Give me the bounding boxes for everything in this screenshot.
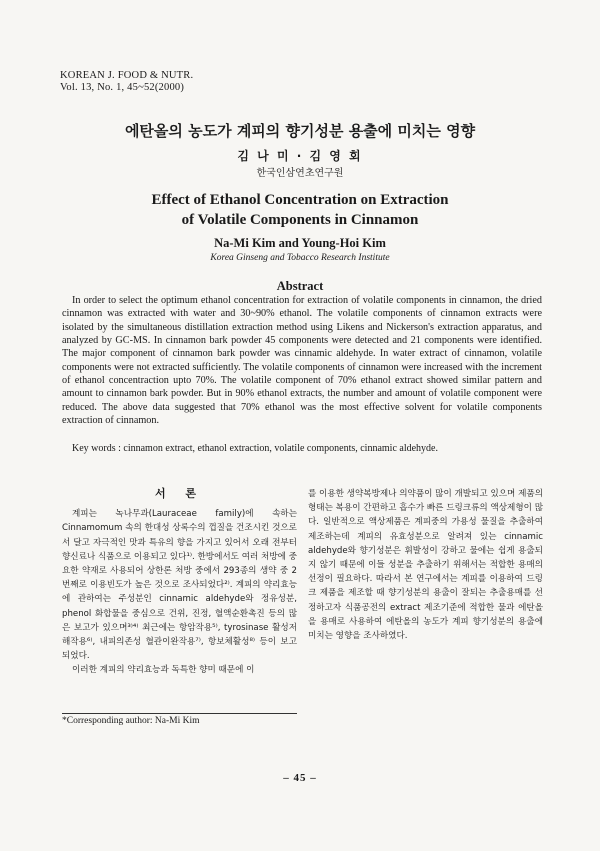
journal-name: KOREAN J. FOOD & NUTR. — [60, 70, 194, 81]
intro-left-column — [62, 487, 297, 678]
intro-heading: 서 론 — [154, 487, 205, 500]
page-number: – 45 – — [283, 772, 317, 784]
abstract-text: In order to select the optimum ethanol concentration for extraction of volatile components in cinnamon, the dried cinnamon was extracted with water and 30~90% ethanol. The volatile components of cinnamon extracts were isolated by the simultaneous distillation extraction method using Likens and Nickerson's extraction apparatus, and analyzed by GC-MS. In cinnamon bark powder 45 components were detected and 21 components were identified. The major component of cinnamon bark powder was cinnamic aldehyde. In water extract of cinnamon, volatile components were not extracted sufficiently. The volatile components of cinnamon were increased with the increment of ethanol concentraction upto 70%. The volatile component of 70% ethanol extract showed similar pattern and amount to cinnamon bark powder. But in 90% ethanol extracts, the number and amount of volatile component were reduced. The above data suggested that 70% ethanol was the most effective solvent for volatile components extraction of cinnamon. — [62, 295, 542, 427]
abstract-body — [62, 294, 542, 427]
journal-header — [60, 70, 193, 94]
journal-volume: Vol. 13, No. 1, 45~52(2000) — [60, 82, 185, 93]
intro-paragraph-1: 계피는 녹나무과(Lauraceae family)에 속하는 Cinnamomum 속의 한대성 상록수의 껍질을 건조시킨 것으로서 달고 자극적인 맛과 특유의 향을 가지고 있어서 오래 전부터 향신료나 식품으로 이용되고 있다¹⁾. 한방에서도 여러 처방에 중요한 약재로 사용되어 상한론 처방 중에서 293종의 생약 중 2번째로 이용빈도가 높은 것으로 조사되었다²⁾. 계피의 약리효능에 관하여는 주성분인 cinnamic aldehyde와 정유성분, phenol 화합물을 중심으로 건위, 진정, 혈액순환촉진 등의 많은 보고가 있으며³⁾⁴⁾ 최근에는 항암작용⁵⁾, tyrosinase 활성저해작용⁶⁾, 내피의존성 혈관이완작용⁷⁾, 항보체활성⁸⁾ 등이 보고되었다. — [62, 509, 297, 662]
korean-title: 에탄올의 농도가 계피의 향기성분 용출에 미치는 영향 — [124, 122, 476, 140]
english-title-line2: of Volatile Components in Cinnamon — [181, 212, 419, 228]
footnote-divider — [62, 713, 297, 714]
korean-authors: 김 나 미 · 김 영 회 — [237, 149, 363, 163]
keywords: Key words : cinnamon extract, ethanol extraction, volatile components, cinnamic aldehyde. — [72, 443, 438, 454]
english-title-line1: Effect of Ethanol Concentration on Extraction — [151, 192, 449, 208]
abstract-heading: Abstract — [276, 279, 324, 293]
english-authors: Na-Mi Kim and Young-Hoi Kim — [214, 236, 386, 250]
english-title — [0, 190, 600, 230]
intro-right-column — [308, 487, 543, 643]
intro-paragraph-continued: 를 이용한 생약복방제나 의약품이 많이 개발되고 있으며 제품의 형태는 복용이 간편하고 흡수가 빠른 드링크류의 액상제형이 많다. 일반적으로 액상제품은 계피중의 가용성 물질을 추출하여 제조하는데 계피의 유효성분으로 알려져 있는 cinnamic aldehyde와 향기성분은 휘발성이 강하고 물에는 쉽게 용출되지 않기 때문에 이들 성분을 추출하기 위해서는 적합한 용매의 선정이 필요하다. 따라서 본 연구에서는 계피를 이용하여 드링크 제품을 제조할 때 향기성분의 용출이 잘되는 추출용매를 선정하고자 식품공전의 extract 제조기준에 적합한 물과 에탄올을 용매로 사용하여 에탄올의 농도가 계피 향기성분의 용출에 미치는 영향을 조사하였다. — [308, 489, 543, 642]
english-affiliation: Korea Ginseng and Tobacco Research Institute — [210, 253, 390, 263]
intro-paragraph-2: 이러한 계피의 약리효능과 독특한 향미 때문에 이 — [72, 665, 255, 676]
korean-affiliation: 한국인삼연초연구원 — [256, 168, 344, 179]
corresponding-author-footnote: *Corresponding author: Na-Mi Kim — [62, 716, 200, 726]
